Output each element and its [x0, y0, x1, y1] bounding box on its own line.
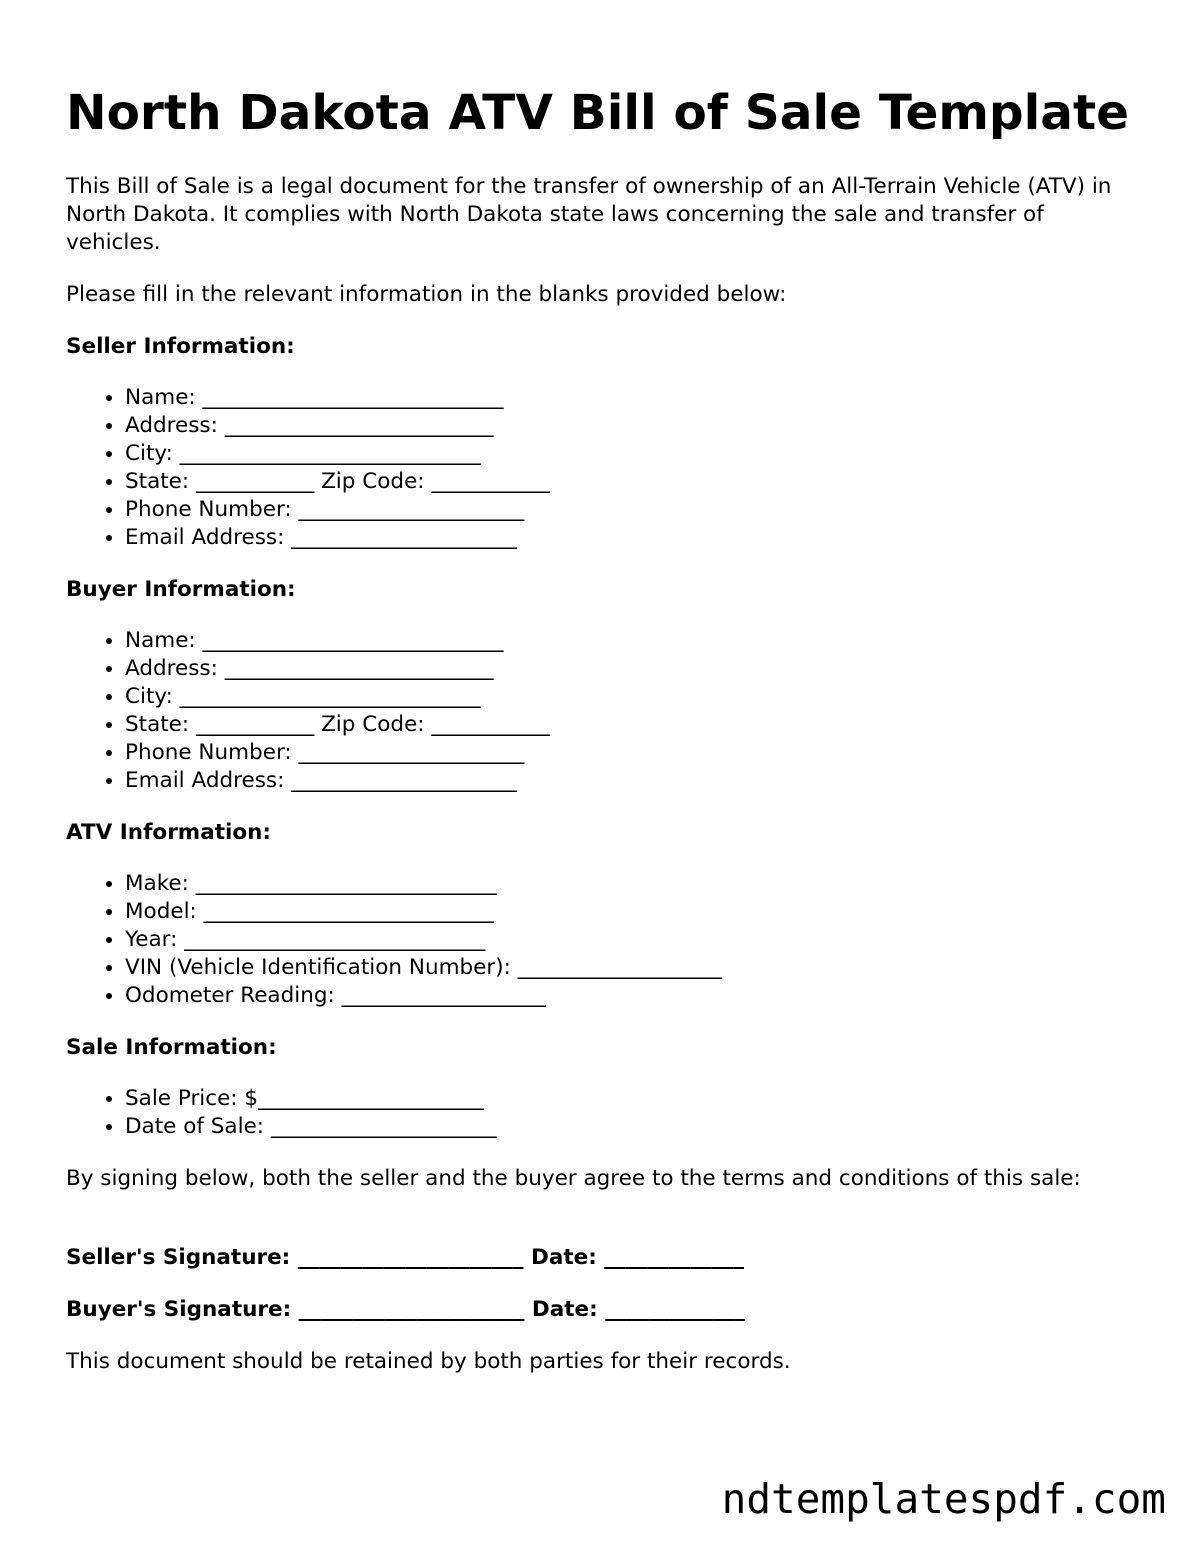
buyer-fields-list	[66, 627, 550, 795]
atv-fields-list	[66, 870, 722, 1010]
seller-city-field[interactable]: • City: ____________________________	[125, 440, 550, 468]
seller-email-field[interactable]: • Email Address: _____________________	[125, 524, 550, 552]
buyer-state-zip-field[interactable]: • State: ___________ Zip Code: ___________	[125, 711, 550, 739]
sale-fields-list	[66, 1085, 497, 1141]
sale-price-field[interactable]: • Sale Price: $_____________________	[125, 1085, 497, 1113]
sale-date-field[interactable]: • Date of Sale: _____________________	[125, 1113, 497, 1141]
seller-signature-line[interactable]: Seller's Signature: _____________________ Date: _____________	[66, 1245, 745, 1270]
instruction-paragraph: Please fill in the relevant information in the blanks provided below:	[66, 282, 787, 307]
atv-odometer-field[interactable]: • Odometer Reading: ___________________	[125, 982, 722, 1010]
seller-name-field[interactable]: • Name: ____________________________	[125, 384, 550, 412]
intro-paragraph: This Bill of Sale is a legal document for the transfer of ownership of an All-Terrain Vehicle (ATV) in North Dakota. It complies with North Dakota state laws concerning the sale and transfer of vehicles.	[66, 174, 1112, 255]
atv-make-field[interactable]: • Make: ____________________________	[125, 870, 722, 898]
seller-address-field[interactable]: • Address: _________________________	[125, 412, 550, 440]
buyer-heading: Buyer Information:	[66, 577, 296, 602]
buyer-signature-line[interactable]: Buyer's Signature: _____________________ Date: _____________	[66, 1297, 745, 1322]
agreement-paragraph: By signing below, both the seller and the buyer agree to the terms and conditions of this sale:	[66, 1166, 1081, 1191]
seller-state-zip-field[interactable]: • State: ___________ Zip Code: ___________	[125, 468, 550, 496]
atv-heading: ATV Information:	[66, 820, 272, 845]
buyer-email-field[interactable]: • Email Address: _____________________	[125, 767, 550, 795]
document-title: North Dakota ATV Bill of Sale Template	[66, 85, 1130, 141]
atv-model-field[interactable]: • Model: ___________________________	[125, 898, 722, 926]
seller-heading: Seller Information:	[66, 334, 295, 359]
site-watermark: ndtemplatespdf.com	[721, 1475, 1166, 1523]
buyer-phone-field[interactable]: • Phone Number: _____________________	[125, 739, 550, 767]
buyer-name-field[interactable]: • Name: ____________________________	[125, 627, 550, 655]
seller-fields-list	[66, 384, 550, 552]
seller-phone-field[interactable]: • Phone Number: _____________________	[125, 496, 550, 524]
buyer-address-field[interactable]: • Address: _________________________	[125, 655, 550, 683]
sale-heading: Sale Information:	[66, 1035, 277, 1060]
atv-vin-field[interactable]: • VIN (Vehicle Identification Number): ___________________	[125, 954, 722, 982]
closing-paragraph: This document should be retained by both parties for their records.	[66, 1349, 791, 1374]
atv-year-field[interactable]: • Year: ____________________________	[125, 926, 722, 954]
buyer-city-field[interactable]: • City: ____________________________	[125, 683, 550, 711]
